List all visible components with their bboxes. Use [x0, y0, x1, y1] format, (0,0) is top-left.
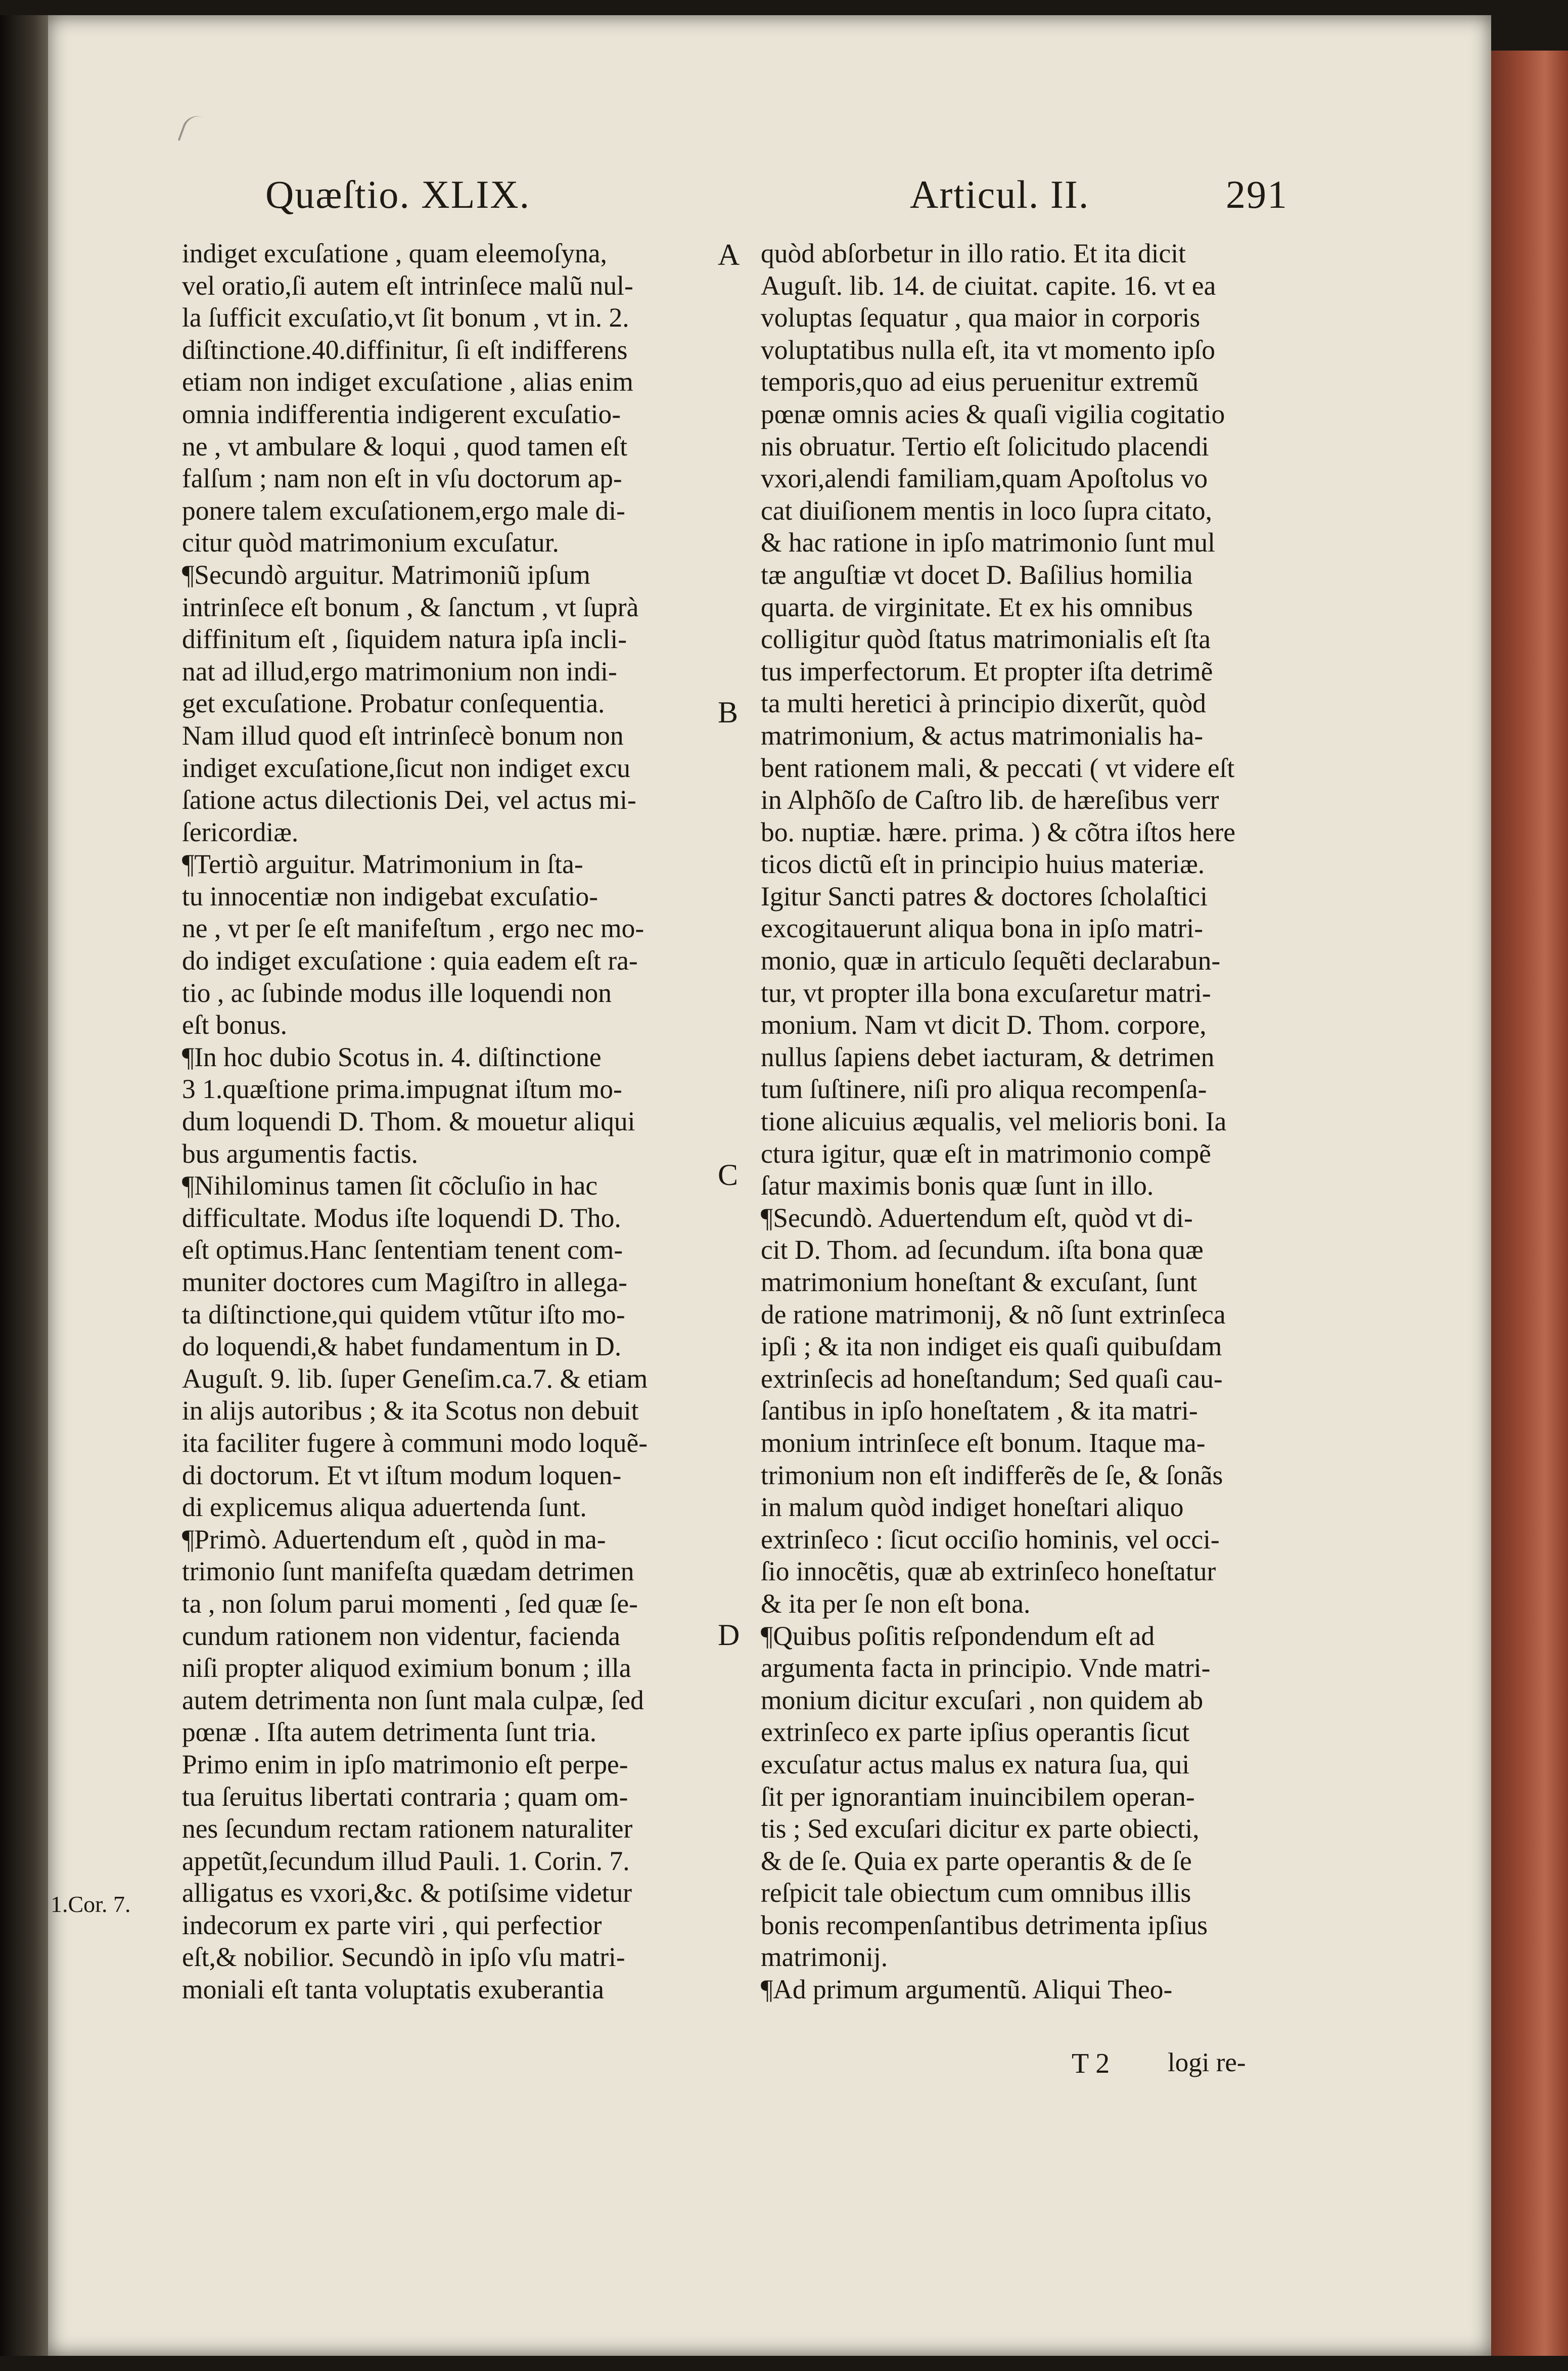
- text-line: ſio innocẽtis, quæ ab extrinſeco honeſtatur: [761, 1556, 1216, 1587]
- text-line: pœnæ omnis acies & quaſi vigilia cogitatio: [761, 398, 1225, 429]
- text-line: indiget excuſatione,ſicut non indiget excu: [182, 752, 630, 783]
- text-line: diſtinctione.40.diffinitur, ſi eſt indifferens: [182, 334, 628, 365]
- text-line: cat diuiſionem mentis in loco ſupra citato,: [761, 495, 1212, 526]
- text-line: & de ſe. Quia ex parte operantis & de ſe: [761, 1845, 1192, 1876]
- text-line: ta , non ſolum parui momenti , ſed quæ ſe-: [182, 1588, 638, 1619]
- text-line: niſi propter aliquod eximium bonum ; illa: [182, 1653, 631, 1683]
- text-line: reſpicit tale obiectum cum omnibus illis: [761, 1878, 1191, 1908]
- text-line: nullus ſapiens debet iacturam, & detrimen: [761, 1041, 1215, 1072]
- book-spine-shadow: [0, 15, 56, 2356]
- text-line: citur quòd matrimonium excuſatur.: [182, 527, 559, 558]
- text-line: extrinſecis ad honeſtandum; Sed quaſi cau-: [761, 1363, 1223, 1394]
- text-line: do indiget excuſatione : quia eadem eſt ra-: [182, 945, 638, 976]
- text-line: ¶Quibus poſitis reſpondendum eſt ad: [761, 1620, 1155, 1651]
- text-line: voluptatibus nulla eſt, ita vt momento ipſo: [761, 334, 1215, 365]
- text-line: tio , ac ſubinde modus ille loquendi non: [182, 977, 612, 1008]
- text-line: tis ; Sed excuſari dicitur ex parte obiecti,: [761, 1813, 1200, 1844]
- text-line: ctura igitur, quæ eſt in matrimonio compẽ: [761, 1138, 1211, 1169]
- text-line: Auguſt. lib. 14. de ciuitat. capite. 16. vt ea: [761, 270, 1216, 301]
- text-line: ¶Primò. Aduertendum eſt , quòd in ma-: [182, 1524, 606, 1555]
- text-line: ſericordiæ.: [182, 816, 299, 847]
- text-line: temporis,quo ad eius peruenitur extremũ: [761, 367, 1199, 397]
- running-header-question: Quæſtio. XLIX.: [265, 172, 531, 216]
- text-line: matrimonij.: [761, 1942, 888, 1973]
- text-line: trimonio ſunt manifeſta quædam detrimen: [182, 1556, 634, 1587]
- text-line: di explicemus aliqua aduertenda ſunt.: [182, 1492, 587, 1523]
- text-line: muniter doctores cum Magiſtro in allega-: [182, 1267, 627, 1297]
- text-line: ta diſtinctione,qui quidem vtũtur iſto mo-: [182, 1299, 625, 1330]
- text-line: ¶In hoc dubio Scotus in. 4. diſtinctione: [182, 1041, 602, 1072]
- text-line: eſt,& nobilior. Secundò in ipſo vſu matri-: [182, 1942, 625, 1973]
- text-line: Auguſt. 9. lib. ſuper Geneſim.ca.7. & etiam: [182, 1363, 648, 1394]
- text-line: monium. Nam vt dicit D. Thom. corpore,: [761, 1010, 1207, 1040]
- text-line: difficultate. Modus iſte loquendi D. Tho.: [182, 1202, 621, 1233]
- margin-letter-b: B: [718, 696, 739, 729]
- text-line: la ſufficit excuſatio,vt ſit bonum , vt in. 2.: [182, 302, 629, 333]
- text-line: autem detrimenta non ſunt mala culpæ, ſed: [182, 1684, 644, 1715]
- margin-note-citation: 1.Cor. 7.: [51, 1891, 131, 1917]
- text-line: trimonium non eſt indifferẽs de ſe, & ſonãs: [761, 1460, 1223, 1490]
- text-line: indecorum ex parte viri , qui perfectior: [182, 1909, 602, 1940]
- text-line: omnia indifferentia indigerent excuſatio-: [182, 398, 621, 429]
- text-line: extrinſeco ex parte ipſius operantis ſicut: [761, 1717, 1190, 1748]
- text-line: excogitauerunt aliqua bona in ipſo matri-: [761, 913, 1204, 944]
- text-line: eſt optimus.Hanc ſententiam tenent com-: [182, 1235, 623, 1265]
- text-line: tu innocentiæ non indigebat excuſatio-: [182, 881, 598, 911]
- text-line: get excuſatione. Probatur conſequentia.: [182, 688, 605, 719]
- text-line: matrimonium, & actus matrimonialis ha-: [761, 720, 1204, 751]
- text-line: Primo enim in ipſo matrimonio eſt perpe-: [182, 1749, 628, 1780]
- text-line: tæ anguſtiæ vt docet D. Baſilius homilia: [761, 559, 1193, 590]
- text-line: matrimonium honeſtant & excuſant, ſunt: [761, 1267, 1197, 1297]
- text-line: ponere talem excuſationem,ergo male di-: [182, 495, 625, 526]
- text-line: ne , vt per ſe eſt manifeſtum , ergo nec mo-: [182, 913, 644, 944]
- text-line: alligatus es vxori,&c. & potiſsime videtur: [182, 1878, 632, 1908]
- text-line: vel oratio,ſi autem eſt intrinſece malũ nul-: [182, 270, 633, 301]
- text-line: indiget excuſatione , quam eleemoſyna,: [182, 238, 607, 268]
- text-line: tione alicuius æqualis, vel melioris boni. Ia: [761, 1106, 1227, 1137]
- text-line: tur, vt propter illa bona excuſaretur matri-: [761, 977, 1211, 1008]
- text-line: do loquendi,& habet fundamentum in D.: [182, 1331, 622, 1362]
- text-line: bus argumentis factis.: [182, 1138, 419, 1169]
- text-line: eſt bonus.: [182, 1010, 288, 1040]
- text-line: colligitur quòd ſtatus matrimonialis eſt ſta: [761, 624, 1211, 655]
- text-line: & hac ratione in ipſo matrimonio ſunt mul: [761, 527, 1215, 558]
- text-line: ſantibus in ipſo honeſtatem , & ita matri-: [761, 1395, 1198, 1426]
- book-fore-edge: [1491, 51, 1568, 2356]
- catchword: logi re-: [1168, 2048, 1246, 2077]
- text-line: ticos dictũ eſt in principio huius materiæ.: [761, 849, 1205, 880]
- text-line: monio, quæ in articulo ſequẽti declarabun-: [761, 945, 1221, 976]
- text-line: de ratione matrimonij, & nõ ſunt extrinſeca: [761, 1299, 1226, 1330]
- text-line: monium dicitur excuſari , non quidem ab: [761, 1684, 1204, 1715]
- margin-letter-c: C: [718, 1158, 739, 1192]
- text-line: in Alphõſo de Caſtro lib. de hæreſibus verr: [761, 785, 1219, 815]
- margin-letter-a: A: [718, 238, 740, 271]
- text-line: Igitur Sancti patres & doctores ſcholaſtici: [761, 881, 1208, 911]
- text-line: falſum ; nam non eſt in vſu doctorum ap-: [182, 463, 622, 494]
- text-line: ¶Tertiò arguitur. Matrimonium in ſta-: [182, 849, 583, 880]
- text-line: intrinſece eſt bonum , & ſanctum , vt ſuprà: [182, 591, 639, 622]
- text-line: cit D. Thom. ad ſecundum. iſta bona quæ: [761, 1235, 1204, 1265]
- text-line: ne , vt ambulare & loqui , quod tamen eſt: [182, 431, 628, 462]
- text-line: ita faciliter fugere à communi modo loquẽ-: [182, 1427, 648, 1458]
- text-line: 3 1.quæſtione prima.impugnat iſtum mo-: [182, 1074, 622, 1105]
- text-line: nes ſecundum rectam rationem naturaliter: [182, 1813, 633, 1844]
- text-line: moniali eſt tanta voluptatis exuberantia: [182, 1974, 604, 2005]
- text-line: ſatione actus dilectionis Dei, vel actus mi-: [182, 785, 636, 815]
- text-line: etiam non indiget excuſatione , alias enim: [182, 367, 633, 397]
- text-line: nis obruatur. Tertio eſt ſolicitudo placendi: [761, 431, 1209, 462]
- text-line: nat ad illud,ergo matrimonium non indi-: [182, 656, 617, 687]
- text-line: argumenta facta in principio. Vnde matri-: [761, 1653, 1211, 1683]
- text-line: vxori,alendi familiam,quam Apoſtolus vo: [761, 463, 1208, 494]
- text-line: extrinſeco : ſicut occiſio hominis, vel occi-: [761, 1524, 1220, 1555]
- text-line: appetũt,ſecundum illud Pauli. 1. Corin. 7.: [182, 1845, 630, 1876]
- text-line: bo. nuptiæ. hære. prima. ) & cõtra iſtos here: [761, 816, 1236, 847]
- page-number: 291: [1226, 172, 1288, 216]
- text-line: Nam illud quod eſt intrinſecè bonum non: [182, 720, 624, 751]
- text-line: voluptas ſequatur , qua maior in corporis: [761, 302, 1201, 333]
- text-line: ¶Ad primum argumentũ. Aliqui Theo-: [761, 1974, 1173, 2005]
- text-line: ſit per ignorantiam inuincibilem operan-: [761, 1781, 1195, 1812]
- text-line: di doctorum. Et vt iſtum modum loquen-: [182, 1460, 622, 1490]
- text-line: tus imperfectorum. Et propter iſta detrimẽ: [761, 656, 1213, 687]
- text-line: quarta. de virginitate. Et ex his omnibus: [761, 591, 1193, 622]
- text-line: excuſatur actus malus ex natura ſua, qui: [761, 1749, 1190, 1780]
- text-line: tua ſeruitus libertati contraria ; quam om-: [182, 1781, 628, 1812]
- text-line: dum loquendi D. Thom. & mouetur aliqui: [182, 1106, 635, 1137]
- text-line: & ita per ſe non eſt bona.: [761, 1588, 1031, 1619]
- text-line: ſatur maximis bonis quæ ſunt in illo.: [761, 1170, 1154, 1201]
- text-line: cundum rationem non videntur, facienda: [182, 1620, 620, 1651]
- text-line: ¶Nihilominus tamen ſit cõcluſio in hac: [182, 1170, 598, 1201]
- text-line: tum ſuſtinere, niſi pro aliqua recompenſa-: [761, 1074, 1207, 1105]
- text-line: diffinitum eſt , ſiquidem natura ipſa incli-: [182, 624, 627, 655]
- text-line: quòd abſorbetur in illo ratio. Et ita dicit: [761, 238, 1186, 268]
- text-line: ¶Secundò. Aduertendum eſt, quòd vt di-: [761, 1202, 1193, 1233]
- text-line: pœnæ . Iſta autem detrimenta ſunt tria.: [182, 1717, 597, 1748]
- margin-letter-d: D: [718, 1618, 740, 1652]
- text-line: bonis recompenſantibus detrimenta ipſius: [761, 1909, 1208, 1940]
- text-line: ta multi heretici à principio dixerũt, quòd: [761, 688, 1207, 719]
- text-line: in alijs autoribus ; & ita Scotus non debuit: [182, 1395, 639, 1426]
- signature-mark: T 2: [1072, 2048, 1110, 2079]
- text-line: in malum quòd indiget honeſtari aliquo: [761, 1492, 1184, 1523]
- left-text-column: [182, 238, 713, 2006]
- text-line: bent rationem mali, & peccati ( vt videre eſt: [761, 752, 1235, 783]
- text-line: ¶Secundò arguitur. Matrimoniũ ipſum: [182, 559, 590, 590]
- text-line: ipſi ; & ita non indiget eis quaſi quibuſdam: [761, 1331, 1222, 1362]
- running-header-article: Articul. II.: [910, 172, 1090, 216]
- text-line: monium intrinſece eſt bonum. Itaque ma-: [761, 1427, 1206, 1458]
- right-text-column: [761, 238, 1269, 2006]
